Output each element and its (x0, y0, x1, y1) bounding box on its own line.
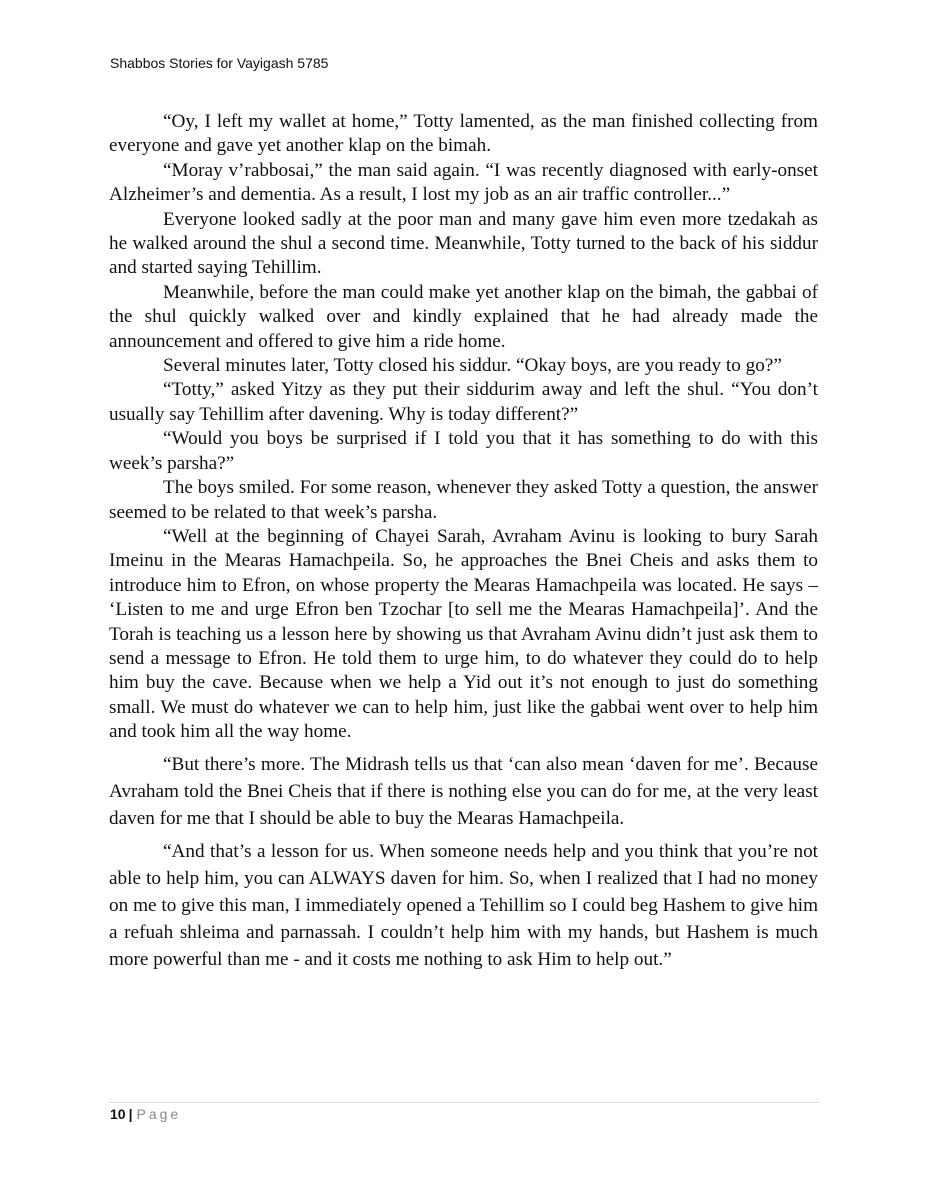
page-footer (110, 1106, 181, 1122)
story-body (109, 110, 818, 973)
page-label: Page (136, 1106, 182, 1122)
footer-divider (108, 1102, 820, 1103)
paragraph: “Would you boys be surprised if I told you that it has something to do with this week’s parsha?” (109, 428, 818, 474)
paragraph: Meanwhile, before the man could make yet another klap on the bimah, the gabbai of the shul quickly walked over and kindly explained that he had already made the announcement and offered to give him a ride home. (109, 281, 818, 352)
paragraph: “Well at the beginning of Chayei Sarah, Avraham Avinu is looking to bury Sarah Imeinu in the Mearas Hamachpeila. So, he approaches the Bnei Cheis and asks them to introduce him to Efron, on whose property the Mearas Hamachpeila was located. He says – ‘Listen to me and urge Efron ben Tzochar [to sell me the Mearas Hamachpeila]’. And the Torah is teaching us a lesson here by showing us that Avraham Avinu didn’t just ask them to send a message to Efron. He told them to urge him, to do whatever they could do to help him buy the cave. Because when we help a Yid out it’s not enough to just do something small. We must do whatever we can to help him, just like the gabbai went over to help him and took him all the way home. (109, 525, 818, 743)
paragraph: “Oy, I left my wallet at home,” Totty lamented, as the man finished collecting from everyone and gave yet another klap on the bimah. (109, 111, 818, 157)
running-header: Shabbos Stories for Vayigash 5785 (110, 55, 329, 71)
paragraph: The boys smiled. For some reason, whenever they asked Totty a question, the answer seemed to be related to that week’s parsha. (109, 477, 818, 523)
paragraph: Several minutes later, Totty closed his siddur. “Okay boys, are you ready to go?” (163, 355, 782, 377)
paragraph: “Totty,” asked Yitzy as they put their siddurim away and left the shul. “You don’t usually say Tehillim after davening. Why is today different?” (109, 379, 818, 425)
paragraph: “Moray v’rabbosai,” the man said again. “I was recently diagnosed with early-onset Alzheimer’s and dementia. As a result, I lost my job as an air traffic controller...” (109, 159, 818, 206)
paragraph: “And that’s a lesson for us. When someone needs help and you think that you’re not able to help him, you can ALWAYS daven for him. So, when I realized that I had no money on me to give this man, I immediately opened a Tehillim so I could beg Hashem to give him a refuah shleima and parnassah. I couldn’t help him with my hands, but Hashem is much more powerful than me - and it costs me nothing to ask Him to help out.” (109, 840, 818, 970)
paragraph: “But there’s more. The Midrash tells us that ‘can also mean ‘daven for me’. Because Avraham told the Bnei Cheis that if there is nothing else you can do for me, at the very least daven for me that I should be able to buy the Mearas Hamachpeila. (109, 753, 818, 829)
page-number: 10 (110, 1106, 126, 1122)
footer-separator: | (128, 1106, 133, 1122)
paragraph: Everyone looked sadly at the poor man and many gave him even more tzedakah as he walked around the shul a second time. Meanwhile, Totty turned to the back of his siddur and started saying Tehillim. (109, 208, 818, 279)
